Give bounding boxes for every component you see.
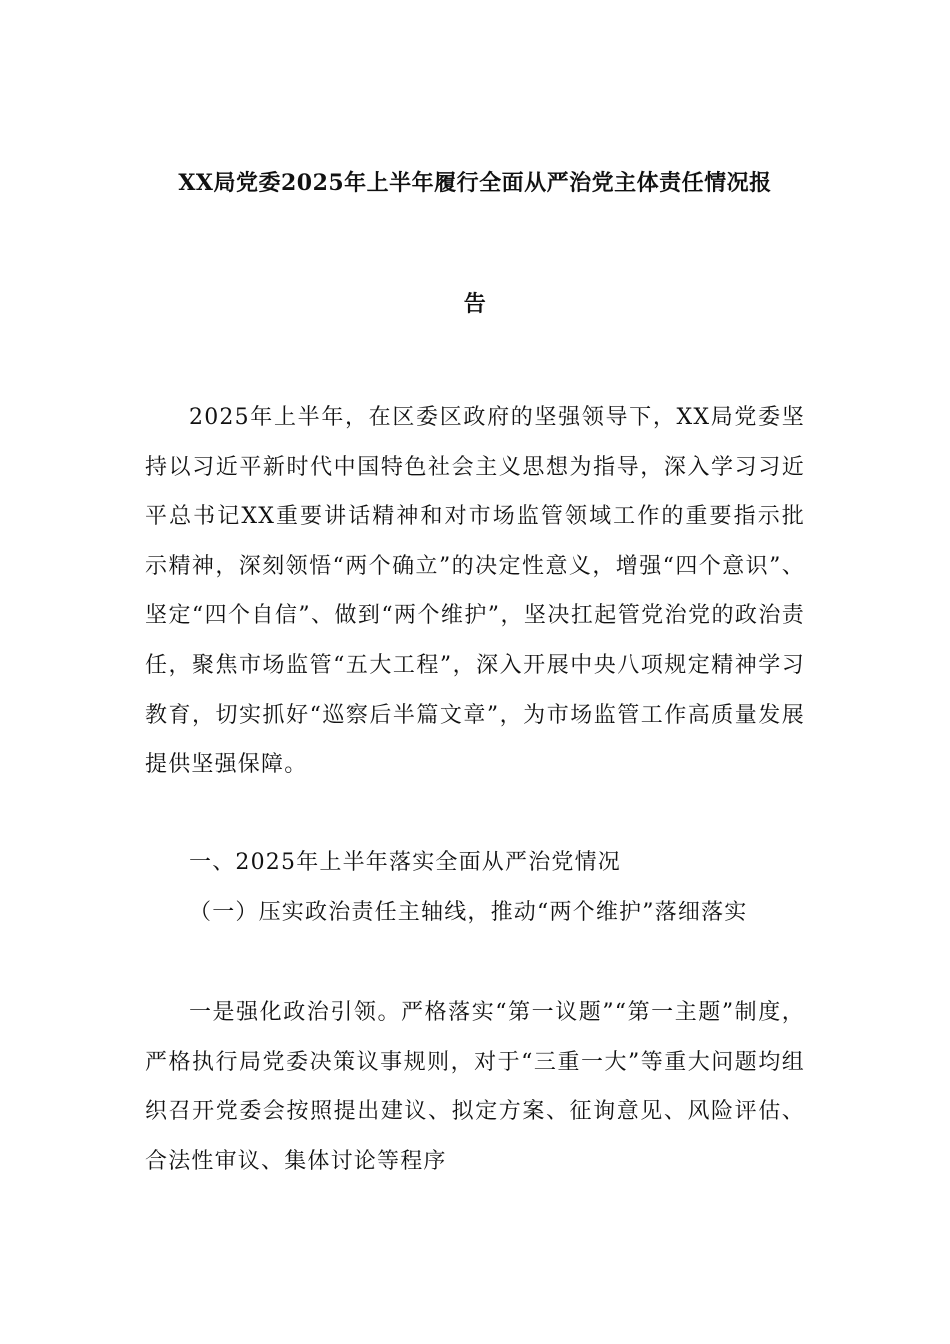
document-title-line-2: 告 [463, 291, 487, 317]
subsection-heading-block [145, 888, 805, 938]
point-paragraph-block [145, 988, 805, 1186]
subsection-1-heading: （一）压实政治责任主轴线，推动“两个维护”落细落实 [189, 900, 748, 925]
section-heading-block [145, 838, 805, 888]
intro-paragraph-block [145, 393, 805, 790]
document-title-line-1: XX局党委2025年上半年履行全面从严治党主体责任情况报 [178, 170, 772, 196]
section-1-heading: 一、2025年上半年落实全面从严治党情况 [189, 850, 621, 875]
point-1-paragraph: 一是强化政治引领。严格落实“第一议题”“第一主题”制度，严格执行局党委决策议事规则，对于“三重一大”等重大问题均组织召开党委会按照提出建议、拟定方案、征询意见、风险评估、合法性审议、集体讨论等程序 [145, 1000, 805, 1174]
intro-paragraph: 2025年上半年，在区委区政府的坚强领导下，XX局党委坚持以习近平新时代中国特色社会主义思想为指导，深入学习习近平总书记XX重要讲话精神和对市场监管领域工作的重要指示批示精神，深刻领悟“两个确立”的决定性意义，增强“四个意识”、坚定“四个自信”、做到“两个维护”，坚决扛起管党治党的政治责任，聚焦市场监管“五大工程”，深入开展中央八项规定精神学习教育，切实抓好“巡察后半篇文章”，为市场监管工作高质量发展提供坚强保障。 [145, 405, 805, 778]
